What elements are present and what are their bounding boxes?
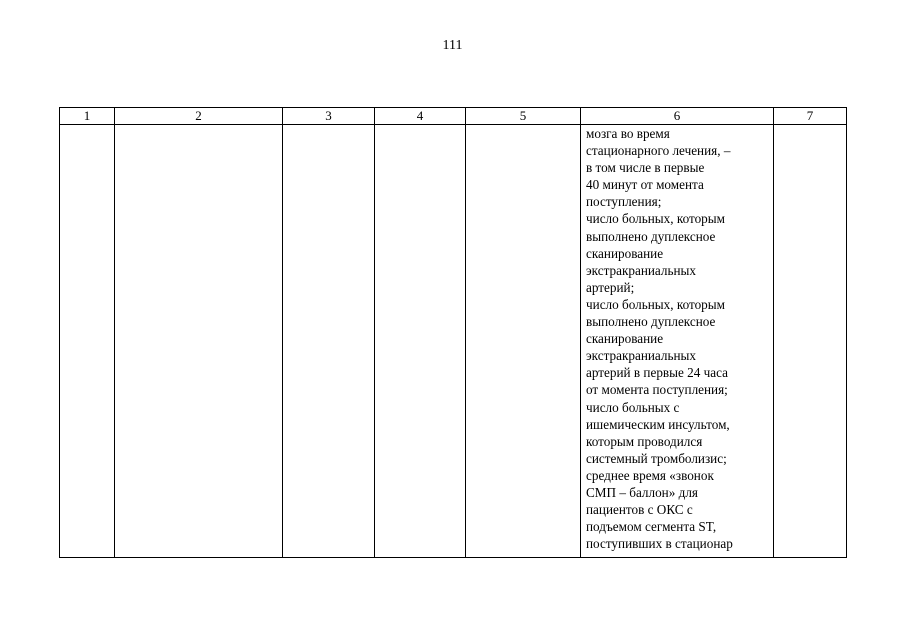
text-line: СМП – баллон» для [586,484,698,500]
table-row [60,125,847,558]
column-header-1: 1 [60,108,115,125]
column-header-4: 4 [375,108,466,125]
text-line: сканирование [586,331,664,347]
text-line: экстракраниальных [586,348,697,364]
text-line: число больных, которым [586,211,725,227]
text-line: которым проводился [586,433,703,449]
column-header-6: 6 [581,108,774,125]
text-line: от момента поступления; [586,382,728,398]
text-line: артерий; [586,279,635,295]
text-line: поступивших в стационар [586,536,733,552]
text-line: среднее время «звонок [586,467,714,483]
text-line: 40 минут от момента [586,177,704,193]
text-line: в том числе в первые [586,160,705,176]
column-header-2: 2 [115,108,283,125]
data-table [59,107,847,558]
text-line: выполнено дуплексное [586,314,716,330]
indicator-text [581,125,773,552]
text-line: сканирование [586,245,664,261]
table-cell-2 [115,125,283,558]
text-line: пациентов с ОКС с [586,502,693,518]
text-line: поступления; [586,194,662,210]
text-line: мозга во время [586,126,670,141]
text-line: системный тромболизис; [586,450,727,466]
text-line: экстракраниальных [586,262,697,278]
table-header-row [60,108,847,125]
page-number: 111 [442,38,463,53]
table-cell-1 [60,125,115,558]
column-header-5: 5 [466,108,581,125]
text-line: подъемом сегмента ST, [586,519,717,535]
text-line: ишемическим инсультом, [586,416,730,432]
table-cell-6 [581,125,774,558]
text-line: число больных, которым [586,296,725,312]
table-cell-5 [466,125,581,558]
text-line: артерий в первые 24 часа [586,365,728,381]
text-line: стационарного лечения, – [586,143,731,159]
column-header-3: 3 [283,108,375,125]
text-line: число больных с [586,399,680,415]
table-cell-4 [375,125,466,558]
text-line: выполнено дуплексное [586,228,716,244]
table-cell-7 [774,125,847,558]
table-cell-3 [283,125,375,558]
column-header-7: 7 [774,108,847,125]
